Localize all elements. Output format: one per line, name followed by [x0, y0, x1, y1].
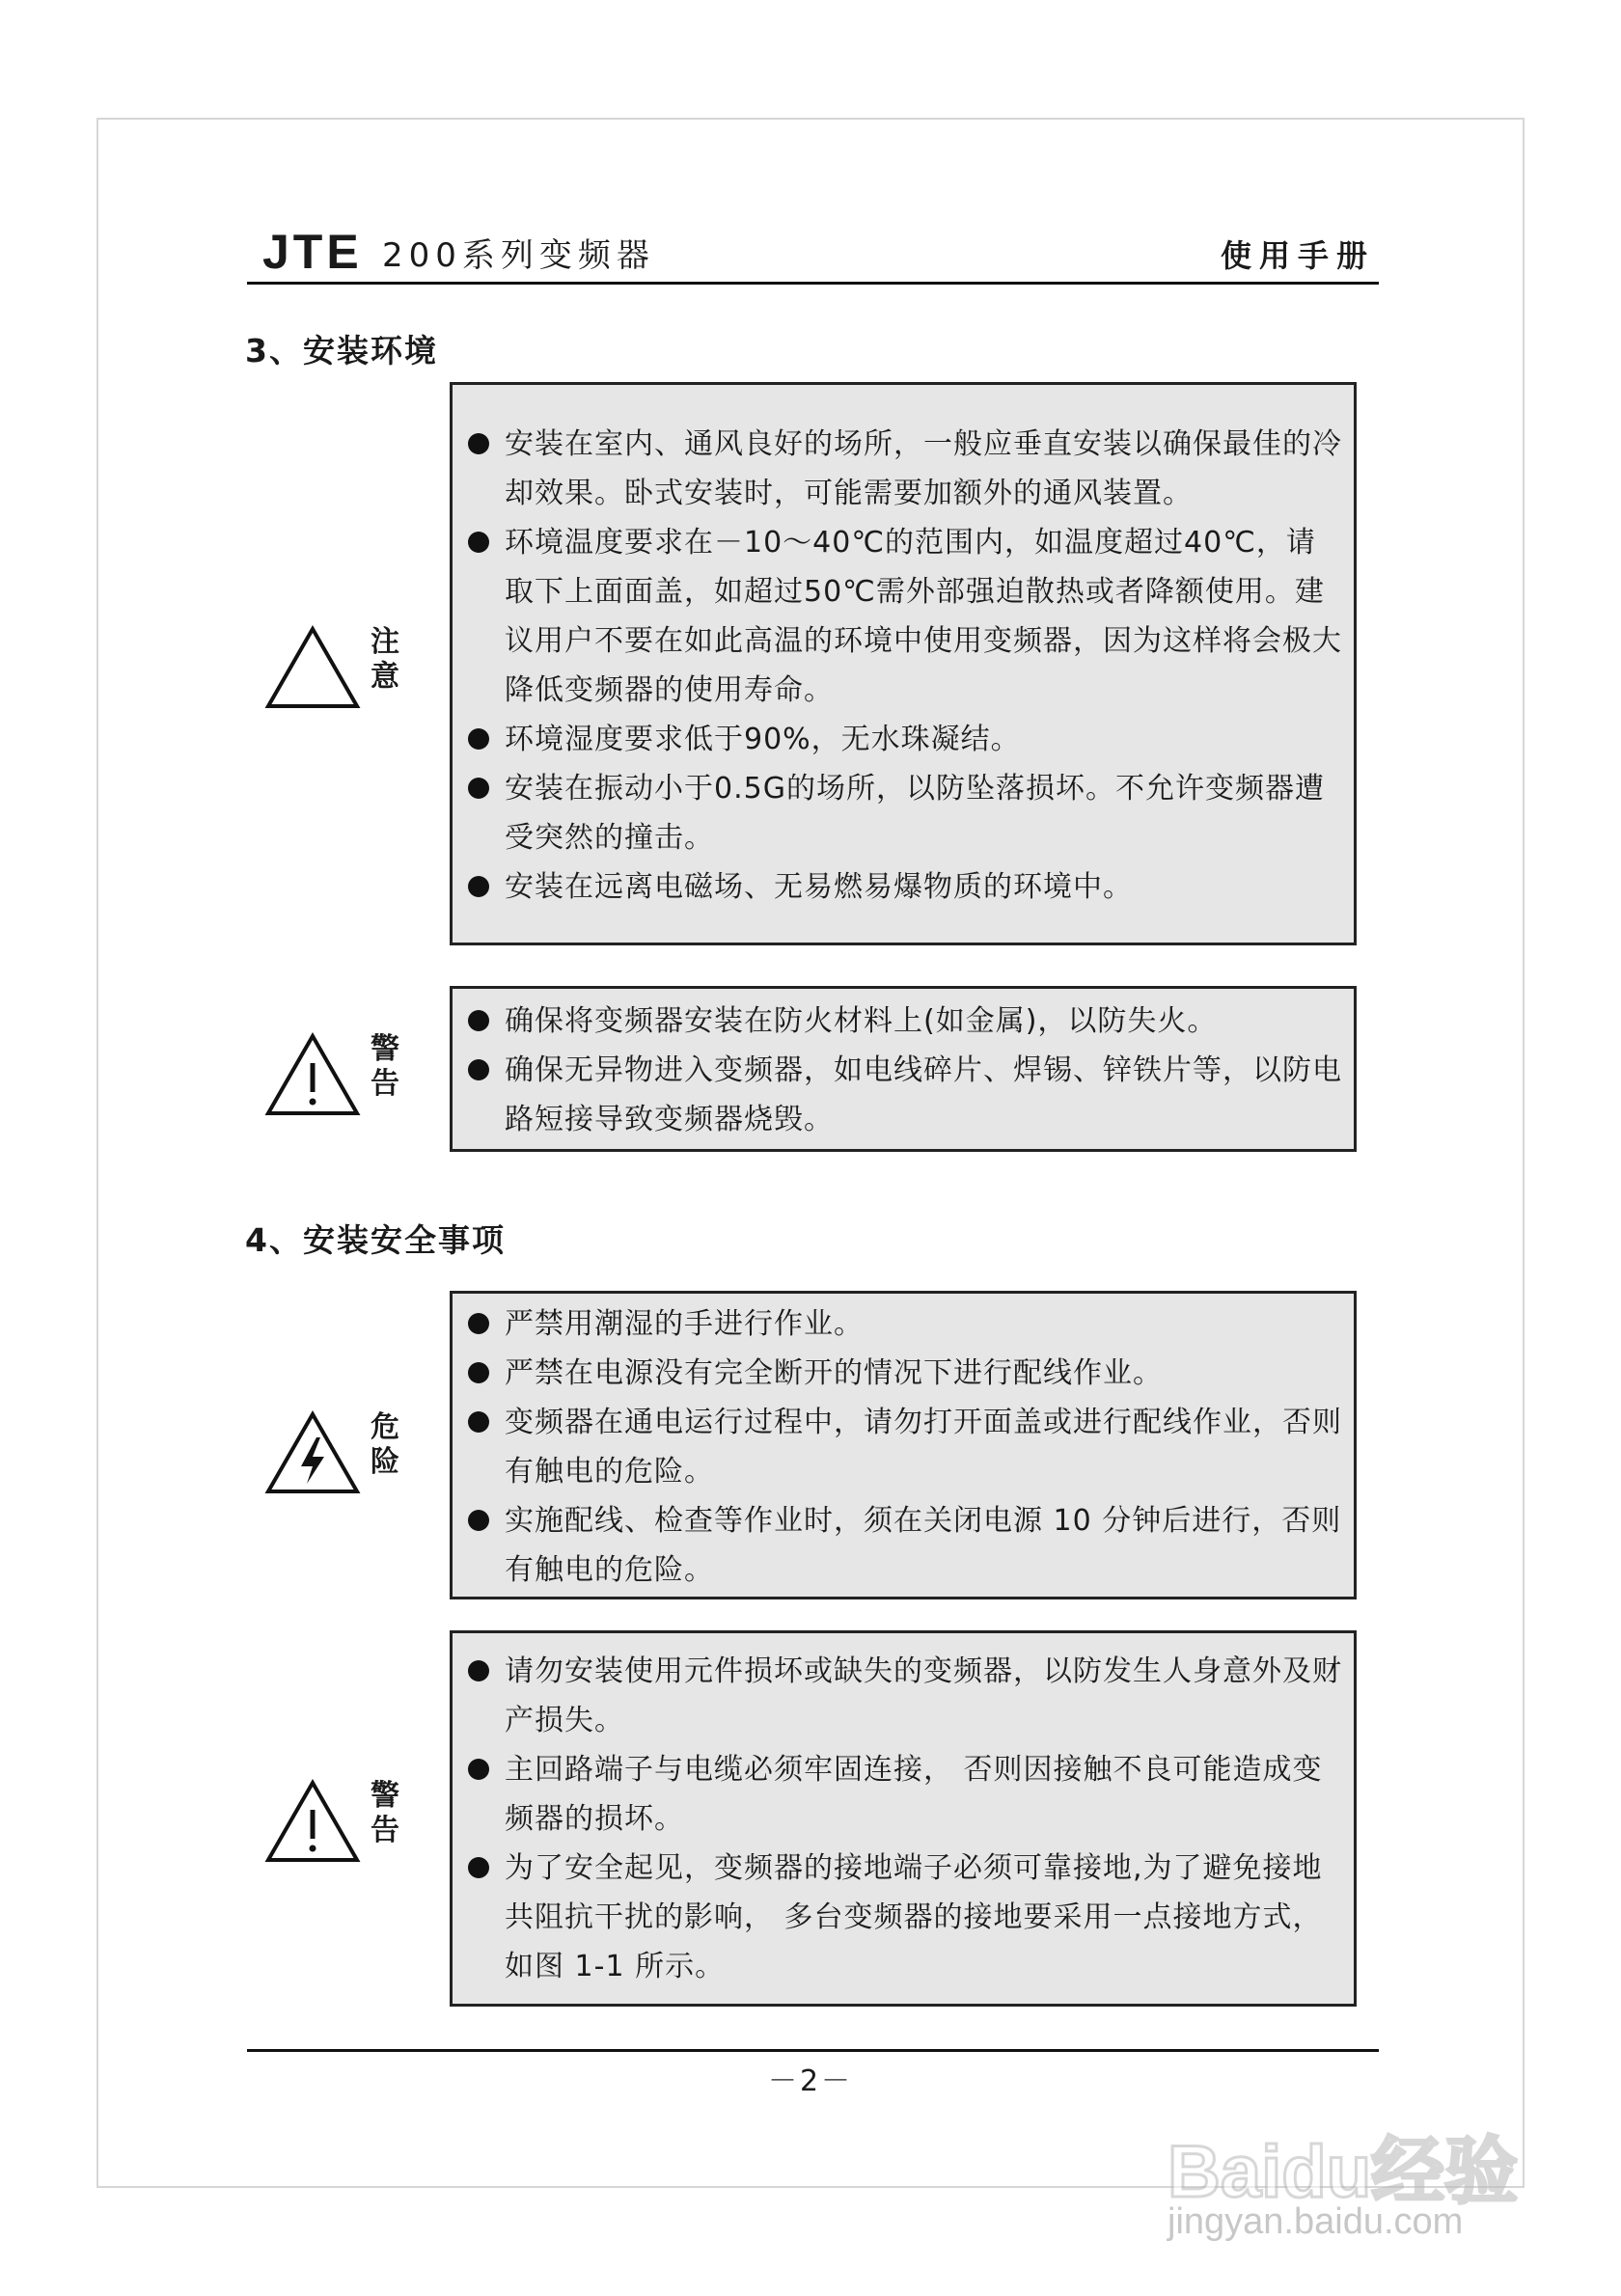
warning-exclamation-icon	[264, 1779, 361, 1864]
manual-title: 使用手册	[1220, 237, 1375, 274]
warning-label: 警告	[371, 1779, 399, 1847]
caution-box	[450, 382, 1357, 945]
baidu-jingyan-logo: Baidu经验	[1168, 2131, 1519, 2213]
bullet-icon	[468, 876, 489, 897]
section-title-installation-environment: 3、安装环境	[245, 332, 438, 369]
bullet-icon	[468, 1857, 489, 1878]
list-item: 安装在室内、通风良好的场所，一般应垂直安装以确保最佳的冷却效果。卧式安装时，可能需要加额外的通风装置。	[466, 420, 1344, 518]
list-item: 实施配线、检查等作业时，须在关闭电源 10 分钟后进行，否则有触电的危险。	[466, 1496, 1344, 1595]
bullet-icon	[468, 532, 489, 553]
list-item: 主回路端子与电缆必须牢固连接， 否则因接触不良可能造成变频器的损坏。	[466, 1745, 1344, 1844]
footer-divider	[247, 2049, 1379, 2052]
page-header	[247, 224, 1379, 285]
bullet-icon	[468, 1010, 489, 1031]
list-item: 安装在振动小于0.5G的场所，以防坠落损坏。不允许变频器遭受突然的撞击。	[466, 764, 1344, 862]
brand-logo-text: JTE	[262, 225, 363, 279]
bullet-icon	[468, 1510, 489, 1531]
warning-exclamation-icon	[264, 1032, 361, 1117]
caution-notice	[264, 625, 419, 722]
danger-box	[450, 1291, 1357, 1599]
list-item: 请勿安装使用元件损坏或缺失的变频器，以防发生人身意外及财产损失。	[466, 1647, 1344, 1745]
list-item: 严禁在电源没有完全断开的情况下进行配线作业。	[466, 1349, 1344, 1398]
caution-triangle-icon	[264, 625, 361, 710]
list-item: 为了安全起见，变频器的接地端子必须可靠接地,为了避免接地共阻抗干扰的影响， 多台变频器的接地要采用一点接地方式，如图 1-1 所示。	[466, 1844, 1344, 1991]
watermark-url: jingyan.baidu.com	[1168, 2201, 1464, 2242]
bullet-icon	[468, 1759, 489, 1780]
list-item: 确保将变频器安装在防火材料上(如金属)，以防失火。	[466, 997, 1344, 1046]
bullet-icon	[468, 1362, 489, 1383]
list-item: 确保无异物进入变频器，如电线碎片、焊锡、锌铁片等，以防电路短接导致变频器烧毁。	[466, 1046, 1344, 1144]
bullet-icon	[468, 1660, 489, 1681]
page-number: －2－	[767, 2064, 854, 2098]
list-item: 安装在远离电磁场、无易燃易爆物质的环境中。	[466, 862, 1344, 912]
baidu-watermark	[1148, 2074, 1553, 2267]
section-title-installation-safety: 4、安装安全事项	[245, 1221, 506, 1259]
warning-notice	[264, 1779, 419, 1875]
list-item: 严禁用潮湿的手进行作业。	[466, 1299, 1344, 1349]
bullet-icon	[468, 1411, 489, 1433]
bullet-icon	[468, 433, 489, 454]
danger-notice	[264, 1410, 419, 1507]
list-item: 环境温度要求在－10～40℃的范围内，如温度超过40℃，请取下上面面盖，如超过50℃需外部强迫散热或者降额使用。建议用户不要在如此高温的环境中使用变频器，因为这样将会极大降低变频器的使用寿命。	[466, 518, 1344, 715]
bullet-icon	[468, 1313, 489, 1334]
warning-box	[450, 986, 1357, 1152]
warning-label: 警告	[371, 1032, 399, 1101]
electric-hazard-icon	[264, 1410, 361, 1495]
product-model: 200系列变频器	[382, 236, 655, 275]
warning-notice	[264, 1032, 419, 1129]
caution-label: 注意	[371, 625, 399, 694]
list-item: 变频器在通电运行过程中，请勿打开面盖或进行配线作业，否则有触电的危险。	[466, 1398, 1344, 1496]
list-item: 环境湿度要求低于90%，无水珠凝结。	[466, 715, 1344, 764]
warning-box	[450, 1630, 1357, 2007]
bullet-icon	[468, 1059, 489, 1080]
danger-label: 危险	[371, 1410, 399, 1479]
bullet-icon	[468, 728, 489, 750]
bullet-icon	[468, 778, 489, 799]
